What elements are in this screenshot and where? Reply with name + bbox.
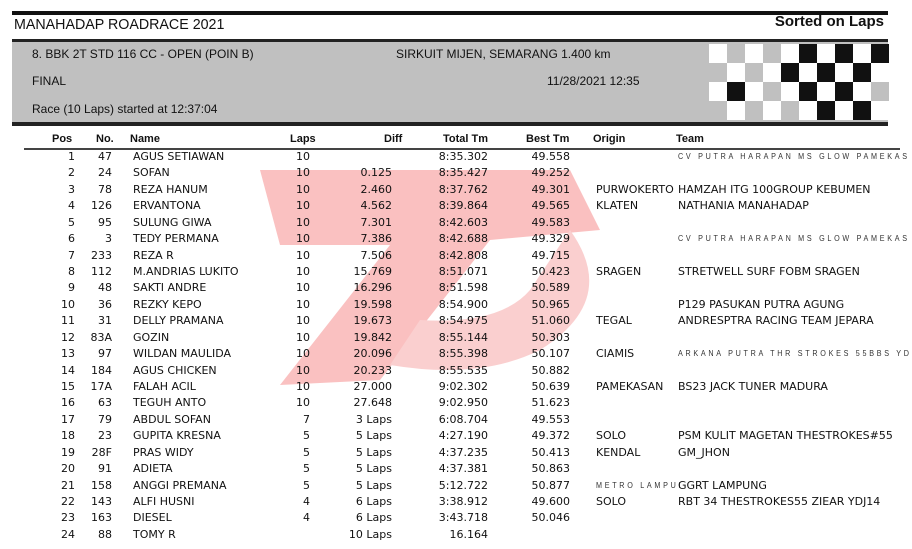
cell-best: 50.589 [531,281,570,295]
col-pos: Pos [52,133,73,145]
cell-name: PRAS WIDY [133,445,194,459]
cell-team: PSM KULIT MAGETAN THESTROKES#55 [678,429,893,443]
table-row [0,231,910,247]
cell-team: NATHANIA MANAHADAP [678,199,809,213]
table-row [0,182,900,198]
cell-best: 50.639 [531,380,570,394]
cell-diff: 19.673 [353,314,392,328]
col-origin: Origin [593,133,626,145]
flag-square [835,101,853,120]
cell-team: CV PUTRA HARAPAN MS GLOW PAMEKAS [678,152,910,161]
flag-square [745,44,763,63]
cell-pos: 19 [61,445,75,459]
cell-diff: 7.386 [360,232,392,246]
cell-laps: 10 [296,215,310,229]
cell-diff: 5 Laps [355,445,392,459]
table-row [0,149,910,165]
cell-origin: PAMEKASAN [596,380,664,394]
cell-best: 49.252 [531,166,570,180]
flag-square [853,82,871,101]
cell-laps: 10 [296,281,310,295]
cell-best: 49.372 [531,429,570,443]
cell-best: 49.329 [531,232,570,246]
cell-origin: SOLO [596,495,627,509]
flag-square [781,82,799,101]
cell-diff: 5 Laps [355,429,392,443]
cell-no: 47 [98,150,112,163]
cell-best: 50.413 [531,445,570,459]
cell-origin: CIAMIS [596,347,635,361]
cell-best: 49.558 [531,150,570,163]
table-row [0,461,900,477]
cell-pos: 4 [68,199,75,213]
col-total: Total Tm [443,133,489,145]
cell-best: 50.303 [531,330,570,344]
cell-total: 8:35.427 [438,166,488,180]
flag-square [727,82,745,101]
cell-diff: 20.096 [353,347,392,361]
top-rule [12,11,888,15]
cell-pos: 3 [68,182,75,196]
table-row [0,215,900,231]
cell-diff: 20.233 [353,363,392,377]
flag-square [835,44,853,63]
cell-diff: 0.125 [360,166,392,180]
flag-square [817,44,835,63]
cell-no: 23 [98,429,112,443]
table-row [0,297,900,313]
cell-diff: 19.842 [353,330,392,344]
cell-laps: 7 [303,412,310,426]
cell-best: 49.565 [531,199,570,213]
cell-total: 6:08.704 [438,412,488,426]
cell-laps: 10 [296,150,310,163]
cell-no: 79 [98,412,112,426]
cell-best: 50.965 [531,297,570,311]
flag-square [871,82,889,101]
cell-team: P129 PASUKAN PUTRA AGUNG [678,297,845,311]
cell-pos: 10 [61,297,75,311]
cell-no: 233 [91,248,112,262]
cell-pos: 24 [61,527,75,541]
cell-no: 48 [98,281,112,295]
flag-square [763,101,781,120]
cell-no: 36 [98,297,112,311]
cell-laps: 10 [296,232,310,246]
cell-name: GUPITA KRESNA [133,429,221,443]
flag-square [709,101,727,120]
cell-no: 3 [105,232,112,246]
cell-name: ANGGI PREMANA [133,478,227,492]
cell-name: ALFI HUSNI [133,495,195,509]
cell-no: 31 [98,314,112,328]
cell-total: 3:38.912 [438,495,488,509]
col-laps: Laps [290,133,316,145]
col-team: Team [676,133,704,145]
table-row [0,248,900,264]
cell-best: 49.715 [531,248,570,262]
cell-diff: 5 Laps [355,462,392,476]
cell-name: SULUNG GIWA [133,215,212,229]
cell-name: M.ANDRIAS LUKITO [133,265,239,278]
circuit: SIRKUIT MIJEN, SEMARANG 1.400 km [396,47,611,61]
table-row [0,428,900,444]
cell-name: TEDY PERMANA [133,232,219,246]
cell-team: CV PUTRA HARAPAN MS GLOW PAMEKAS [678,234,910,244]
col-name: Name [130,133,160,145]
flag-square [763,63,781,82]
cell-laps: 10 [296,265,310,278]
cell-no: 163 [91,511,112,525]
table-row [0,379,900,395]
cell-no: 63 [98,396,112,410]
cell-name: REZA HANUM [133,182,208,196]
cell-pos: 7 [68,248,75,262]
cell-best: 49.553 [531,412,570,426]
cell-total: 8:42.688 [438,232,488,246]
cell-no: 95 [98,215,112,229]
race-info: Race (10 Laps) started at 12:37:04 [32,102,218,116]
flag-square [799,82,817,101]
cell-name: DIESEL [133,511,172,525]
cell-no: 24 [98,166,112,180]
flag-square [727,101,745,120]
cell-total: 8:35.302 [438,150,488,163]
cell-best: 49.583 [531,215,570,229]
cell-no: 97 [98,347,112,361]
cell-name: SOFAN [133,166,170,180]
cell-best: 49.301 [531,182,570,196]
cell-pos: 20 [61,462,75,476]
cell-best: 50.107 [531,347,570,361]
cell-laps: 10 [296,347,310,361]
cell-team: HAMZAH ITG 100GROUP KEBUMEN [678,182,871,196]
cell-laps: 10 [296,182,310,196]
cell-no: 126 [91,199,112,213]
cell-laps: 10 [296,380,310,394]
cell-origin: KLATEN [596,199,639,213]
cell-name: AGUS CHICKEN [133,363,217,377]
table-row [0,313,900,329]
cell-name: GOZIN [133,330,170,344]
cell-laps: 4 [303,495,310,509]
flag-square [763,44,781,63]
cell-pos: 12 [61,330,75,344]
flag-square [709,44,727,63]
cell-best: 50.877 [531,478,570,492]
cell-laps: 10 [296,166,310,180]
cell-total: 4:37.235 [438,445,488,459]
table-row [0,264,900,280]
table-row [0,445,900,461]
cell-best: 51.623 [531,396,570,410]
cell-laps: 10 [296,199,310,213]
table-row [0,198,900,214]
cell-no: 158 [91,478,112,492]
cell-name: ADIETA [133,462,173,476]
flag-square [745,101,763,120]
cell-name: TEGUH ANTO [133,396,207,410]
cell-best: 49.600 [531,495,570,509]
cell-name: REZKY KEPO [133,297,202,311]
cell-origin: KENDAL [596,445,641,459]
flag-square [709,63,727,82]
table-row [0,346,912,362]
table-row [0,494,900,510]
cell-total: 16.164 [449,527,488,541]
table-row [0,478,900,494]
cell-total: 4:27.190 [438,429,488,443]
cell-no: 78 [98,182,112,196]
cell-team: STRETWELL SURF FOBM SRAGEN [678,265,860,278]
cell-team: ARKANA PUTRA THR STROKES 55BBS YD [678,349,912,359]
flag-square [853,63,871,82]
cell-total: 8:54.900 [438,297,488,311]
cell-team: RBT 34 THESTROKES55 ZIEAR YDJ14 [678,495,881,509]
cell-team: GGRT LAMPUNG [678,478,767,492]
cell-pos: 8 [68,265,75,278]
cell-best: 50.882 [531,363,570,377]
flag-square [817,82,835,101]
cell-no: 91 [98,462,112,476]
cell-pos: 13 [61,347,75,361]
flag-square [871,44,889,63]
cell-total: 8:55.144 [438,330,488,344]
cell-diff: 27.000 [353,380,392,394]
cell-pos: 16 [61,396,75,410]
cell-laps: 5 [303,445,310,459]
cell-total: 8:39.864 [438,199,488,213]
cell-diff: 5 Laps [355,478,392,492]
cell-laps: 10 [296,297,310,311]
cell-total: 8:51.071 [438,265,488,278]
cell-total: 9:02.302 [438,380,488,394]
cell-best: 50.423 [531,265,570,278]
table-row [0,412,900,428]
cell-name: TOMY R [133,527,176,541]
cell-no: 112 [91,265,112,278]
flag-square [799,63,817,82]
flag-square [781,101,799,120]
flag-square [745,63,763,82]
cell-pos: 18 [61,429,75,443]
cell-laps: 5 [303,462,310,476]
cell-diff: 4.562 [360,199,392,213]
flag-square [817,63,835,82]
session: FINAL [32,74,67,88]
cell-origin: PURWOKERTO [596,182,674,196]
cell-name: WILDAN MAULIDA [133,347,232,361]
cell-name: ABDUL SOFAN [133,412,211,426]
table-row [0,395,900,411]
cell-no: 88 [98,527,112,541]
cell-name: SAKTI ANDRE [133,281,207,295]
cell-total: 8:55.398 [438,347,488,361]
cell-total: 8:42.808 [438,248,488,262]
col-best: Best Tm [526,133,570,145]
cell-best: 50.863 [531,462,570,476]
cell-name: FALAH ACIL [133,380,196,394]
cell-origin: SRAGEN [596,265,642,278]
cell-no: 17A [90,380,112,394]
flag-square [727,44,745,63]
cell-name: ERVANTONA [133,199,201,213]
flag-square [817,101,835,120]
cell-pos: 21 [61,478,75,492]
cell-team: GM_JHON [678,445,730,459]
cell-diff: 2.460 [360,182,392,196]
flag-square [799,101,817,120]
cell-origin: METRO LAMPUI [596,480,684,490]
cell-total: 8:51.598 [438,281,488,295]
cell-pos: 22 [61,495,75,509]
cell-diff: 16.296 [353,281,392,295]
cell-team: BS23 JACK TUNER MADURA [678,380,828,394]
cell-pos: 11 [61,314,75,328]
col-diff: Diff [384,133,403,145]
cell-origin: TEGAL [596,314,632,328]
cell-name: REZA R [133,248,174,262]
flag-square [871,63,889,82]
flag-square [709,82,727,101]
flag-square [871,101,889,120]
event-name: 8. BBK 2T STD 116 CC - OPEN (POIN B) [32,47,254,61]
cell-diff: 3 Laps [355,412,392,426]
cell-laps: 4 [303,511,310,525]
cell-laps: 10 [296,363,310,377]
cell-diff: 6 Laps [355,511,392,525]
cell-total: 4:37.381 [438,462,488,476]
cell-diff: 7.301 [360,215,392,229]
cell-total: 8:42.603 [438,215,488,229]
cell-laps: 5 [303,478,310,492]
cell-total: 8:37.762 [438,182,488,196]
cell-name: AGUS SETIAWAN [133,150,225,163]
flag-square [781,63,799,82]
cell-laps: 10 [296,248,310,262]
cell-no: 143 [91,495,112,509]
cell-diff: 7.506 [360,248,392,262]
cell-laps: 5 [303,429,310,443]
col-no: No. [96,133,114,145]
cell-best: 51.060 [531,314,570,328]
cell-diff: 27.648 [353,396,392,410]
cell-total: 5:12.722 [438,478,488,492]
cell-no: 184 [91,363,112,377]
cell-name: DELLY PRAMANA [133,314,224,328]
cell-best: 50.046 [531,511,570,525]
table-row [0,510,900,526]
cell-pos: 6 [68,232,75,246]
cell-laps: 10 [296,330,310,344]
flag-square [835,82,853,101]
cell-origin: SOLO [596,429,627,443]
table-row [0,165,900,181]
flag-square [727,63,745,82]
cell-pos: 14 [61,363,75,377]
cell-pos: 1 [68,150,75,163]
flag-square [835,63,853,82]
flag-square [853,101,871,120]
cell-team: ANDRESPTRA RACING TEAM JEPARA [678,314,874,328]
flag-square [781,44,799,63]
cell-diff: 15.769 [353,265,392,278]
page-title: MANAHADAP ROADRACE 2021 [14,16,225,33]
flag-square [799,44,817,63]
cell-pos: 9 [68,281,75,295]
cell-total: 8:55.535 [438,363,488,377]
datetime: 11/28/2021 12:35 [547,74,640,88]
checkered-flag-icon [665,44,888,122]
cell-pos: 17 [61,412,75,426]
table-row [0,330,900,346]
cell-pos: 15 [61,380,75,394]
cell-no: 28F [91,445,112,459]
cell-total: 9:02.950 [438,396,488,410]
table-row [0,527,900,543]
table-row [0,363,900,379]
flag-square [853,44,871,63]
cell-diff: 10 Laps [348,527,392,541]
cell-pos: 5 [68,215,75,229]
cell-pos: 23 [61,511,75,525]
cell-total: 3:43.718 [438,511,488,525]
cell-laps: 10 [296,396,310,410]
cell-diff: 6 Laps [355,495,392,509]
table-row [0,280,900,296]
cell-total: 8:54.975 [438,314,488,328]
race-info-band [12,39,888,126]
flag-square [763,82,781,101]
cell-laps: 10 [296,314,310,328]
flag-square [745,82,763,101]
cell-diff: 19.598 [353,297,392,311]
sort-label: Sorted on Laps [774,13,884,30]
cell-no: 83A [90,330,112,344]
cell-pos: 2 [68,166,75,180]
